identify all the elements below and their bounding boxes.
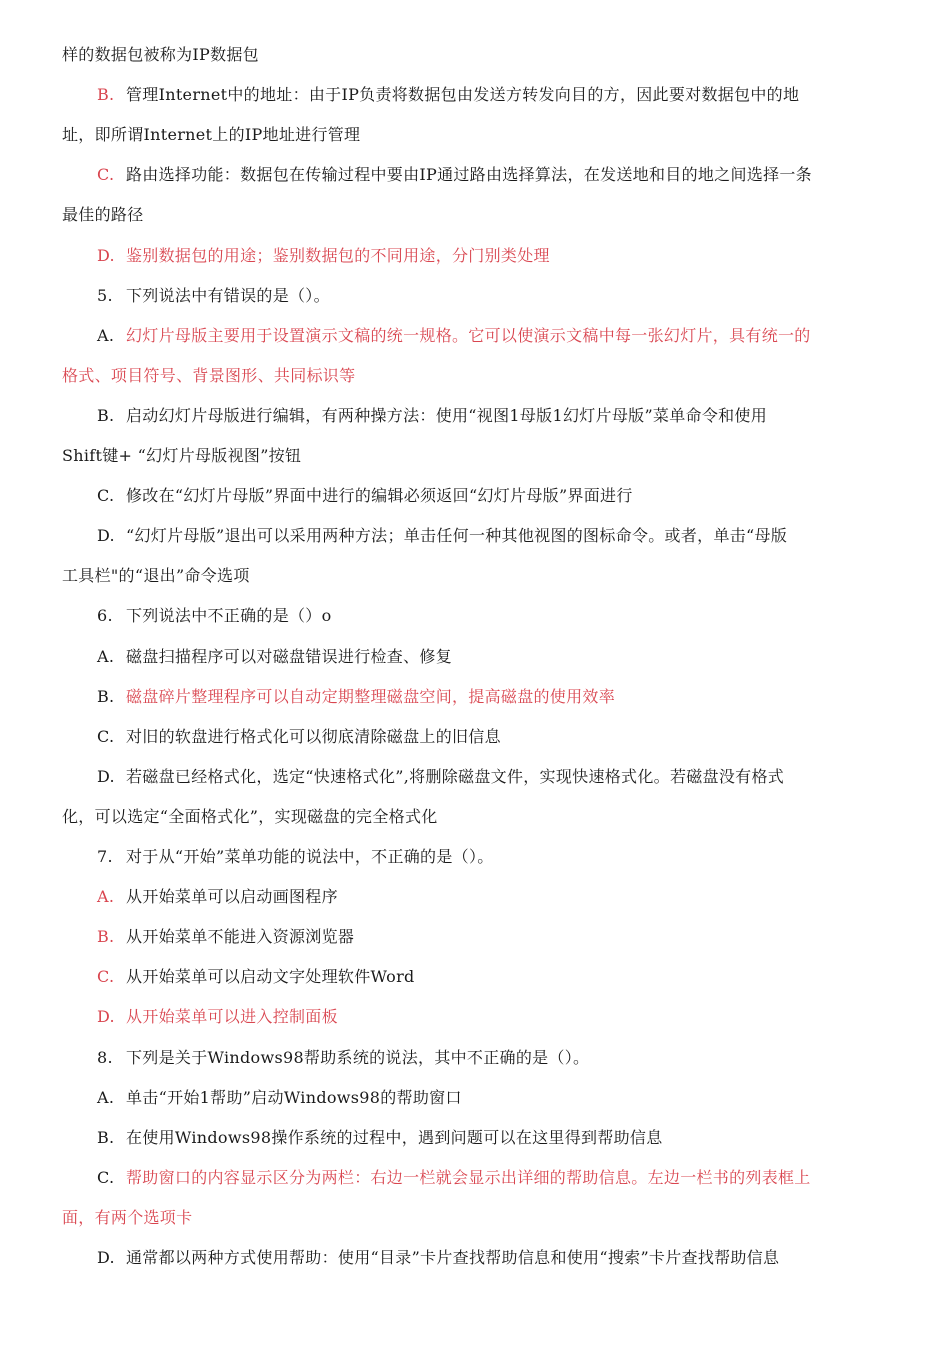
line-text: 通常都以两种方式使用帮助：使用“目录”卡片查找帮助信息和使用“搜索”卡片查找帮助信息 <box>126 1248 780 1267</box>
item-marker: C. <box>97 726 115 746</box>
document-line <box>0 1118 950 1158</box>
document-line <box>0 917 950 957</box>
line-text: 鉴别数据包的用途；鉴别数据包的不同用途，分门别类处理 <box>126 245 550 265</box>
item-marker: C. <box>97 486 115 506</box>
line-text: 磁盘扫描程序可以对磁盘错误进行检查、修复 <box>126 646 453 666</box>
item-marker: 7. <box>97 847 113 866</box>
document-line <box>0 476 950 516</box>
document-line <box>0 516 950 556</box>
line-text: 址，即所谓Internet上的IP地址进行管理 <box>62 125 361 145</box>
line-text: 从开始菜单不能进入资源浏览器 <box>126 927 355 947</box>
line-text: 单击“开始1帮助”启动Windows98的帮助窗口 <box>126 1087 462 1107</box>
line-text: 工具栏"的“退出”命令选项 <box>62 566 250 586</box>
document-line <box>0 236 950 276</box>
document-line <box>0 276 950 316</box>
document-line-continuation <box>0 356 950 396</box>
document-line <box>0 997 950 1037</box>
document-line-continuation <box>0 1198 950 1238</box>
document-line <box>0 1038 950 1078</box>
line-text: 管理Internet中的地址：由于IP负责将数据包由发送方转发向目的方，因此要对数据包中的地 <box>126 85 800 105</box>
item-marker: B. <box>97 927 115 947</box>
document-line <box>0 1158 950 1198</box>
line-text: 最佳的路径 <box>62 205 144 225</box>
document-line-continuation <box>0 436 950 476</box>
document-line <box>0 957 950 997</box>
line-text: 从开始菜单可以进入控制面板 <box>126 1007 338 1027</box>
document-line <box>0 637 950 677</box>
line-text: 对于从“开始”菜单功能的说法中，不正确的是（）。 <box>126 847 494 866</box>
item-marker: A. <box>97 646 115 666</box>
item-marker: D. <box>97 1007 115 1027</box>
line-text: 幻灯片母版主要用于设置演示文稿的统一规格。它可以使演示文稿中每一张幻灯片，具有统一的 <box>126 325 811 345</box>
document-line <box>0 155 950 195</box>
line-text: 若磁盘已经格式化，选定“快速格式化”,将删除磁盘文件，实现快速格式化。若磁盘没有格式 <box>126 766 785 786</box>
line-text: Shift键+ “幻灯片母版视图”按钮 <box>62 446 302 465</box>
line-text: 启动幻灯片母版进行编辑，有两种操方法：使用“视图1母版1幻灯片母版”菜单命令和使用 <box>126 405 768 425</box>
line-text: 磁盘碎片整理程序可以自动定期整理磁盘空间，提高磁盘的使用效率 <box>126 686 616 706</box>
item-marker: B. <box>97 85 115 105</box>
item-marker: D. <box>97 526 115 546</box>
line-text: 下列是关于Windows98帮助系统的说法，其中不正确的是（）。 <box>126 1047 590 1067</box>
item-marker: C. <box>97 1167 115 1187</box>
item-marker: 5. <box>97 285 113 305</box>
item-marker: C. <box>97 967 115 987</box>
document-line <box>0 717 950 757</box>
item-marker: 8. <box>97 1047 113 1067</box>
document-line <box>0 1078 950 1118</box>
item-marker: A. <box>97 325 115 345</box>
item-marker: D. <box>97 1248 115 1267</box>
document-line <box>0 1238 950 1278</box>
line-text: 格式、项目符号、背景图形、共同标识等 <box>62 365 356 385</box>
document-line-continuation <box>0 115 950 155</box>
item-marker: B. <box>97 1127 115 1147</box>
line-text: 下列说法中不正确的是（）o <box>126 606 332 626</box>
item-marker: C. <box>97 165 115 185</box>
line-text: “幻灯片母版”退出可以采用两种方法；单击任何一种其他视图的图标命令。或者，单击“母版 <box>126 526 788 546</box>
line-text: 面，有两个选项卡 <box>62 1207 193 1227</box>
document-line <box>0 316 950 356</box>
document-line <box>0 75 950 115</box>
line-text: 从开始菜单可以启动文字处理软件Word <box>126 967 415 987</box>
line-text: 下列说法中有错误的是（）。 <box>126 285 330 305</box>
item-marker: D. <box>97 245 115 265</box>
line-text: 路由选择功能：数据包在传输过程中要由IP通过路由选择算法，在发送地和目的地之间选择一条 <box>126 165 812 185</box>
item-marker: B. <box>97 405 115 425</box>
document-line <box>0 757 950 797</box>
line-text: 化，可以选定“全面格式化”，实现磁盘的完全格式化 <box>62 806 438 826</box>
document-line-continuation <box>0 195 950 235</box>
document-line <box>0 396 950 436</box>
item-marker: D. <box>97 766 115 786</box>
document-line <box>0 837 950 877</box>
document-line <box>0 596 950 636</box>
line-text: 帮助窗口的内容显示区分为两栏：右边一栏就会显示出详细的帮助信息。左边一栏书的列表框上 <box>126 1167 811 1187</box>
item-marker: B. <box>97 686 115 706</box>
document-line-continuation <box>0 556 950 596</box>
item-marker: A. <box>97 887 115 907</box>
line-text: 对旧的软盘进行格式化可以彻底清除磁盘上的旧信息 <box>126 726 501 746</box>
line-text: 在使用Windows98操作系统的过程中，遇到问题可以在这里得到帮助信息 <box>126 1127 663 1147</box>
document-line-continuation <box>0 797 950 837</box>
document-line <box>0 877 950 917</box>
line-text: 修改在“幻灯片母版”界面中进行的编辑必须返回“幻灯片母版”界面进行 <box>126 486 633 506</box>
item-marker: A. <box>97 1087 115 1107</box>
line-text: 从开始菜单可以启动画图程序 <box>126 887 338 907</box>
document-line-continuation <box>0 35 950 75</box>
item-marker: 6. <box>97 606 113 626</box>
document-line <box>0 677 950 717</box>
line-text: 样的数据包被称为IP数据包 <box>62 45 259 64</box>
